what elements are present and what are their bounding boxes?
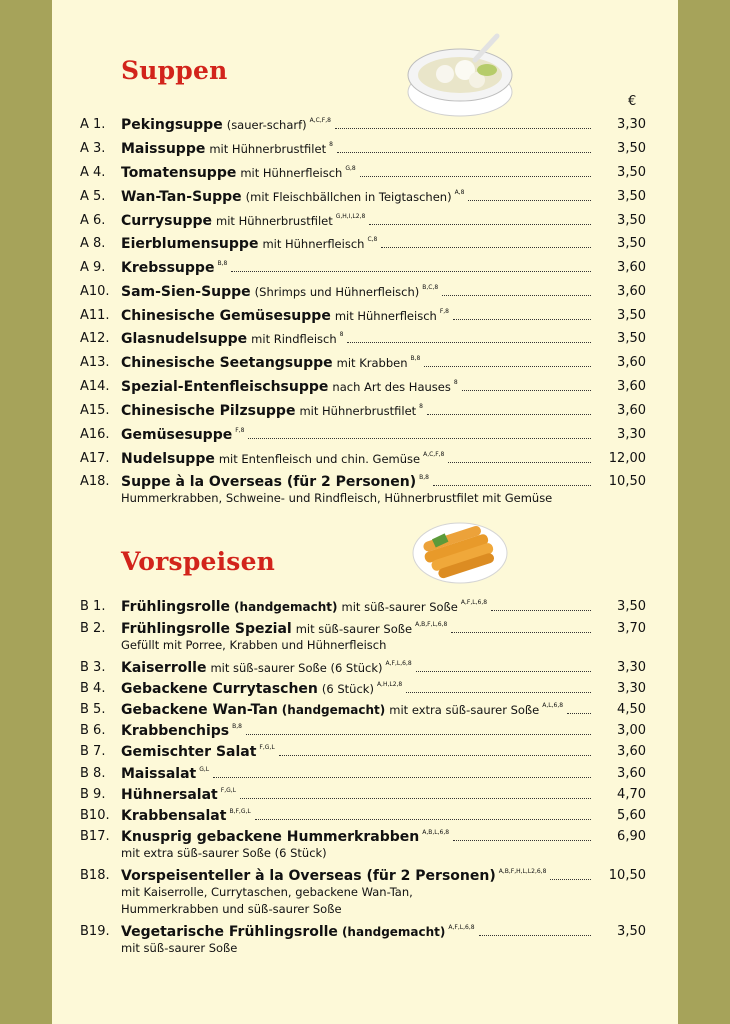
item-price: 3,30	[617, 681, 646, 696]
item-code: B 7.	[80, 744, 106, 759]
dot-leader	[240, 784, 591, 799]
allergen-codes: 8	[329, 141, 333, 148]
item-description: (mit Fleischbällchen in Teigtaschen)	[245, 190, 452, 204]
menu-item	[0, 699, 730, 721]
item-name: Tomatensuppe	[121, 165, 237, 181]
item-price: 3,50	[617, 924, 646, 939]
dot-leader	[381, 233, 591, 248]
item-line	[121, 257, 591, 279]
item-name: Gebackene Currytaschen	[121, 681, 318, 697]
section-title-vorspeisen: Vorspeisen	[121, 547, 276, 576]
allergen-codes: A,L,6,8	[542, 702, 564, 709]
item-name: Chinesische Gemüsesuppe	[121, 308, 331, 324]
item-price: 6,90	[617, 829, 646, 844]
item-line	[121, 328, 591, 350]
spring-roll-image	[411, 518, 509, 584]
item-description: mit Rindfleisch	[251, 332, 337, 346]
menu-item	[0, 763, 730, 785]
item-price: 3,30	[617, 660, 646, 675]
item-price: 3,60	[617, 260, 646, 275]
item-line	[121, 424, 591, 446]
item-price: 3,50	[617, 141, 646, 156]
item-line	[121, 376, 591, 398]
menu-item	[0, 352, 730, 374]
item-name: Chinesische Seetangsuppe	[121, 355, 333, 371]
item-line	[121, 186, 591, 208]
menu-item	[0, 305, 730, 327]
menu-item	[0, 257, 730, 279]
item-price: 3,60	[617, 766, 646, 781]
item-description: mit Hühnerbrustfilet	[209, 142, 327, 156]
item-code: A 5.	[80, 189, 106, 204]
menu-item	[0, 720, 730, 742]
dot-leader	[416, 657, 591, 672]
item-code: A 3.	[80, 141, 106, 156]
item-code: B 5.	[80, 702, 106, 717]
item-price: 3,30	[617, 117, 646, 132]
item-name: Glasnudelsuppe	[121, 331, 248, 347]
item-name: Eierblumensuppe	[121, 236, 259, 252]
currency-symbol: €	[628, 94, 637, 109]
item-line	[121, 138, 591, 160]
menu-item	[0, 657, 730, 679]
dot-leader	[453, 305, 591, 320]
item-description: mit extra süß-saurer Soße	[389, 703, 540, 717]
item-line	[121, 741, 591, 763]
item-description: mit süß-saurer Soße	[341, 600, 458, 614]
menu-item	[0, 328, 730, 350]
item-name-note: (handgemacht)	[234, 600, 338, 614]
item-price: 3,60	[617, 744, 646, 759]
item-line	[121, 699, 591, 721]
allergen-codes: F,8	[235, 427, 245, 434]
allergen-codes: F,G,L	[259, 744, 275, 751]
item-name: Kaiserrolle	[121, 660, 207, 676]
allergen-codes: G,H,I,L2,8	[335, 213, 366, 220]
item-description: mit Krabben	[336, 356, 408, 370]
item-description: mit Hühnerbrustfilet	[299, 404, 417, 418]
item-code: B18.	[80, 868, 110, 883]
dot-leader	[491, 596, 591, 611]
item-price: 3,50	[617, 331, 646, 346]
item-price: 3,60	[617, 355, 646, 370]
dot-leader	[231, 257, 591, 272]
allergen-codes: A,F,L,6,8	[448, 924, 475, 931]
item-price: 3,50	[617, 213, 646, 228]
item-line	[121, 162, 591, 184]
item-price: 3,70	[617, 621, 646, 636]
allergen-codes: F,8	[439, 308, 449, 315]
item-description: mit Entenfleisch und chin. Gemüse	[218, 452, 421, 466]
dot-leader	[255, 805, 591, 820]
allergen-codes: A,C,F,8	[423, 451, 445, 458]
menu-item	[0, 448, 730, 470]
menu-item	[0, 233, 730, 255]
dot-leader	[213, 763, 591, 778]
allergen-codes: A,B,F,H,L,L2,6,8	[498, 868, 547, 875]
item-name: Suppe à la Overseas (für 2 Personen)	[121, 474, 417, 490]
item-line	[121, 400, 591, 422]
item-line	[121, 596, 591, 618]
dot-leader	[468, 186, 591, 201]
allergen-codes: F,G,L	[220, 787, 237, 794]
item-name: Pekingsuppe	[121, 117, 223, 133]
item-price: 3,30	[617, 427, 646, 442]
item-price: 3,50	[617, 165, 646, 180]
item-code: A 6.	[80, 213, 106, 228]
allergen-codes: C,8	[367, 236, 378, 243]
menu-item	[0, 186, 730, 208]
dot-leader	[451, 618, 591, 633]
item-line	[121, 210, 591, 232]
item-code: A 4.	[80, 165, 106, 180]
item-name: Krabbensalat	[121, 808, 227, 824]
dot-leader	[427, 400, 591, 415]
menu-item	[0, 114, 730, 136]
menu-item	[0, 596, 730, 618]
allergen-codes: B,8	[410, 355, 421, 362]
menu-item	[0, 805, 730, 827]
item-name: Vorspeisenteller à la Overseas (für 2 Personen)	[121, 868, 496, 884]
soup-image	[405, 30, 515, 120]
allergen-codes: A,B,F,L,6,8	[415, 621, 448, 628]
dot-leader	[424, 352, 591, 367]
item-subline: mit süß-saurer Soße	[121, 941, 238, 955]
menu-item	[0, 281, 730, 303]
item-name: Currysuppe	[121, 213, 213, 229]
item-description: (Shrimps und Hühnerfleisch)	[254, 285, 420, 299]
dot-leader	[337, 138, 591, 153]
dot-leader	[347, 328, 591, 343]
item-code: A10.	[80, 284, 110, 299]
item-code: B 8.	[80, 766, 106, 781]
item-code: B 2.	[80, 621, 106, 636]
item-price: 3,60	[617, 284, 646, 299]
item-price: 4,50	[617, 702, 646, 717]
menu-item	[0, 784, 730, 806]
menu-item	[0, 741, 730, 763]
item-subline: Gefüllt mit Porree, Krabben und Hühnerfleisch	[121, 638, 387, 652]
menu-item	[0, 162, 730, 184]
item-subline: Hummerkrabben und süß-saurer Soße	[121, 902, 342, 916]
menu-item	[0, 376, 730, 398]
item-code: B 9.	[80, 787, 106, 802]
allergen-codes: 8	[339, 331, 344, 338]
dot-leader	[369, 210, 591, 225]
item-code: B19.	[80, 924, 110, 939]
item-price: 3,60	[617, 403, 646, 418]
item-name: Knusprig gebackene Hummerkrabben	[121, 829, 420, 845]
item-price: 4,70	[617, 787, 646, 802]
menu-item	[0, 138, 730, 160]
item-code: B 6.	[80, 723, 106, 738]
item-line	[121, 805, 591, 827]
allergen-codes: A,F,L,6,8	[460, 599, 488, 606]
item-description: mit süß-saurer Soße	[295, 622, 413, 636]
item-subline: mit extra süß-saurer Soße (6 Stück)	[121, 846, 327, 860]
allergen-codes: B,8	[217, 260, 228, 267]
item-price: 5,60	[617, 808, 646, 823]
item-code: B 1.	[80, 599, 106, 614]
item-name: Vegetarische Frühlingsrolle	[121, 924, 338, 940]
item-name: Krebssuppe	[121, 260, 215, 276]
allergen-codes: A,F,L,6,8	[385, 660, 412, 667]
item-line	[121, 448, 591, 470]
item-code: B 3.	[80, 660, 106, 675]
allergen-codes: B,8	[419, 474, 429, 481]
item-price: 3,50	[617, 599, 646, 614]
item-line	[121, 720, 591, 742]
item-code: B 4.	[80, 681, 106, 696]
item-name: Sam-Sien-Suppe	[121, 284, 251, 300]
dot-leader	[479, 921, 591, 936]
item-description: mit Hühnerfleisch	[240, 166, 343, 180]
item-code: B10.	[80, 808, 110, 823]
item-description: mit süß-saurer Soße (6 Stück)	[210, 661, 383, 675]
item-subline: mit Kaiserrolle, Currytaschen, gebackene Wan-Tan,	[121, 885, 413, 899]
item-description: (6 Stück)	[321, 682, 374, 696]
item-line	[121, 114, 591, 136]
item-code: A 8.	[80, 236, 106, 251]
menu-item	[0, 424, 730, 446]
item-name-note: (handgemacht)	[281, 703, 386, 717]
item-name: Gebackene Wan-Tan	[121, 702, 278, 718]
item-description: mit Hühnerfleisch	[334, 309, 437, 323]
allergen-codes: A,C,F,8	[309, 117, 331, 124]
item-description: nach Art des Hauses	[332, 380, 451, 394]
allergen-codes: A,8	[454, 189, 465, 196]
item-code: A 1.	[80, 117, 106, 132]
item-line	[121, 784, 591, 806]
item-price: 10,50	[608, 474, 646, 489]
item-code: A17.	[80, 451, 110, 466]
item-description: mit Hühnerbrustfilet	[216, 214, 333, 228]
menu-item	[0, 400, 730, 422]
item-name: Chinesische Pilzsuppe	[121, 403, 296, 419]
allergen-codes: B,F,G,L	[229, 808, 251, 815]
item-line	[121, 233, 591, 255]
allergen-codes: B,8	[232, 723, 242, 730]
dot-leader	[335, 114, 591, 129]
item-name: Frühlingsrolle	[121, 599, 231, 615]
dot-leader	[462, 376, 591, 391]
item-line	[121, 352, 591, 374]
item-name: Gemischter Salat	[121, 744, 257, 760]
menu-item	[0, 678, 730, 700]
item-name: Krabbenchips	[121, 723, 230, 739]
item-description: mit Hühnerfleisch	[262, 237, 365, 251]
item-code: B17.	[80, 829, 110, 844]
dot-leader	[448, 448, 591, 463]
item-price: 3,50	[617, 308, 646, 323]
dot-leader	[453, 826, 591, 841]
item-price: 3,60	[617, 379, 646, 394]
item-price: 3,50	[617, 189, 646, 204]
item-line	[121, 305, 591, 327]
item-code: A13.	[80, 355, 110, 370]
item-code: A14.	[80, 379, 110, 394]
item-name: Gemüsesuppe	[121, 427, 233, 443]
allergen-codes: B,C,8	[422, 284, 439, 291]
dot-leader	[246, 720, 591, 735]
allergen-codes: G,8	[345, 165, 356, 172]
dot-leader	[567, 699, 591, 714]
item-price: 12,00	[608, 451, 646, 466]
item-name-note: (handgemacht)	[341, 925, 446, 939]
item-code: A15.	[80, 403, 110, 418]
item-name: Hühnersalat	[121, 787, 218, 803]
item-code: A 9.	[80, 260, 106, 275]
item-price: 3,00	[617, 723, 646, 738]
dot-leader	[550, 865, 591, 880]
dot-leader	[360, 162, 591, 177]
item-line	[121, 763, 591, 785]
dot-leader	[433, 471, 591, 486]
item-name: Wan-Tan-Suppe	[121, 189, 242, 205]
allergen-codes: A,H,L2,8	[376, 681, 403, 688]
item-name: Frühlingsrolle Spezial	[121, 621, 292, 637]
item-code: A12.	[80, 331, 110, 346]
item-code: A18.	[80, 474, 110, 489]
dot-leader	[406, 678, 591, 693]
item-line	[121, 657, 591, 679]
item-name: Nudelsuppe	[121, 451, 215, 467]
item-price: 3,50	[617, 236, 646, 251]
section-title-suppen: Suppen	[121, 56, 228, 85]
allergen-codes: 8	[453, 379, 458, 386]
allergen-codes: A,B,L,6,8	[422, 829, 450, 836]
item-subline: Hummerkrabben, Schweine- und Rindfleisch, Hühnerbrustfilet mit Gemüse	[121, 491, 553, 505]
item-line	[121, 678, 591, 700]
item-line	[121, 281, 591, 303]
menu-item	[0, 210, 730, 232]
item-name: Spezial-Entenfleischsuppe	[121, 379, 329, 395]
dot-leader	[279, 741, 591, 756]
allergen-codes: 8	[419, 403, 423, 410]
item-code: A11.	[80, 308, 110, 323]
dot-leader	[442, 281, 591, 296]
item-price: 10,50	[608, 868, 646, 883]
item-name: Maissuppe	[121, 141, 206, 157]
dot-leader	[248, 424, 591, 439]
allergen-codes: G,L	[199, 766, 210, 773]
item-name: Maissalat	[121, 766, 197, 782]
item-code: A16.	[80, 427, 110, 442]
item-description: (sauer-scharf)	[226, 118, 307, 132]
